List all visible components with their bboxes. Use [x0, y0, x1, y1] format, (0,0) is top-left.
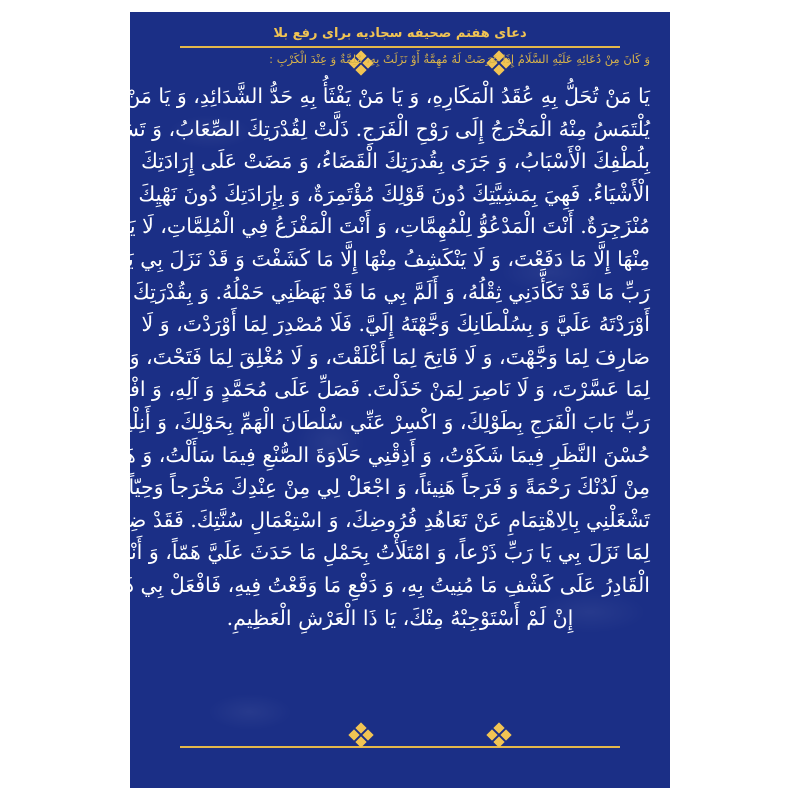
- dua-line: صَارِفَ لِمَا وَجَّهْتَ، وَ لَا فَاتِحَ لِمَا أَغْلَقْتَ، وَ لَا مُغْلِقَ لِمَا فَتَحْتَ، وَ لَا مُيَسِّرَ: [58, 344, 650, 369]
- intro-line: وَ كَانَ مِنْ دُعَائِهِ عَلَيْهِ السَّلَامُ إِذَا عَرَضَتْ لَهُ مُهِمَّةٌ أَوْ نَزَلَتْ بِهِ، مُلِمَّةٌ وَ عِنْدَ الْكَرْبِ :: [269, 52, 650, 66]
- corner-ornament-icon: [488, 724, 510, 746]
- dua-line: رَبِّ بَابَ الْفَرَجِ بِطَوْلِكَ، وَ اكْسِرْ عَنِّي سُلْطَانَ الْهَمِّ بِحَوْلِكَ، وَ أَنِلْنِي: [109, 409, 650, 434]
- dua-line: مُنْزَجِرَةٌ. أَنْتَ الْمَدْعُوُّ لِلْمُهِمَّاتِ، وَ أَنْتَ الْمَفْزَعُ فِي الْمُلِمَّاتِ، لَا يَنْدَفِعُ: [92, 214, 650, 239]
- dua-line: رَبِّ مَا قَدْ تَكَأَّدَنِي ثِقْلُهُ، وَ أَلَمَّ بِي مَا قَدْ بَهَظَنِي حَمْلُهُ. وَ بِقُدْرَتِكَ: [132, 279, 650, 304]
- dua-line: يُلْتَمَسُ مِنْهُ الْمَخْرَجُ إِلَى رَوْحِ الْفَرَجِ. ذَلَّتْ لِقُدْرَتِكَ الصِّعَابُ، وَ تَسَبَّبَتْ: [89, 116, 650, 141]
- poster-title: دعای هفتم صحیفه سجادیه برای رفع بلا: [273, 26, 527, 41]
- dua-body: [58, 80, 650, 634]
- dua-line: الْقَادِرُ عَلَى كَشْفِ مَا مُنِيتُ بِهِ، وَ دَفْعِ مَا وَقَعْتُ فِيهِ، فَافْعَلْ بِي ذَلِكَ وَ: [84, 572, 650, 597]
- dua-line: مِنْهَا إِلَّا مَا دَفَعْتَ، وَ لَا يَنْكَشِفُ مِنْهَا إِلَّا مَا كَشَفْتَ وَ قَدْ نَزَلَ بِي يَا: [121, 246, 650, 271]
- dua-line: حُسْنَ النَّظَرِ فِيمَا شَكَوْتُ، وَ أَذِقْنِي حَلَاوَةَ الصُّنْعِ فِيمَا سَأَلْتُ، وَ هَبْ لِي: [75, 442, 650, 467]
- dua-poster: [58, 12, 670, 788]
- dua-line: تَشْغَلْنِي بِالِاهْتِمَامِ عَنْ تَعَاهُدِ فُرُوضِكَ، وَ اسْتِعْمَالِ سُنَّتِكَ. فَقَدْ ضِقْتُ: [98, 507, 650, 532]
- dua-line: أَوْرَدْتَهُ عَلَيَّ وَ بِسُلْطَانِكَ وَجَّهْتَهُ إِلَيَّ. فَلَا مُصْدِرَ لِمَا أَوْرَدْتَ، وَ لَا: [141, 312, 650, 337]
- dua-line: مِنْ لَدُنْكَ رَحْمَةً وَ فَرَجاً هَنِيئاً، وَ اجْعَلْ لِي مِنْ عِنْدِكَ مَخْرَجاً وَحِيّاً، وَ لَا: [87, 475, 650, 500]
- header-divider: [180, 46, 620, 48]
- dua-line: الْأَشْيَاءُ. فَهِيَ بِمَشِيَّتِكَ دُونَ قَوْلِكَ مُؤْتَمِرَةٌ، وَ بِإِرَادَتِكَ دُونَ نَهْيِكَ: [138, 181, 650, 206]
- footer-divider: [180, 746, 620, 748]
- dua-line: لِمَا نَزَلَ بِي يَا رَبِّ ذَرْعاً، وَ امْتَلَأْتُ بِحَمْلِ مَا حَدَثَ عَلَيَّ هَمّاً، وَ أَنْتَ: [110, 540, 650, 565]
- corner-ornament-icon: [350, 724, 372, 746]
- dua-line: إِنْ لَمْ أَسْتَوْجِبْهُ مِنْكَ، يَا ذَا الْعَرْشِ الْعَظِيمِ.: [226, 605, 574, 630]
- dua-line: بِلُطْفِكَ الْأَسْبَابُ، وَ جَرَى بِقُدرَتِكَ الْقَضَاءُ، وَ مَضَتْ عَلَى إِرَادَتِكَ: [140, 149, 650, 174]
- dua-line: لِمَا عَسَّرْتَ، وَ لَا نَاصِرَ لِمَنْ خَذَلْتَ. فَصَلِّ عَلَى مُحَمَّدٍ وَ آلِهِ، وَ افْتَحْ لِي يَا: [62, 377, 650, 402]
- dua-line: يَا مَنْ تُحَلُّ بِهِ عُقَدُ الْمَكَارِهِ، وَ يَا مَنْ يَفْثَأُ بِهِ حَدُّ الشَّدَائِدِ، وَ يَا مَنْ: [125, 84, 650, 108]
